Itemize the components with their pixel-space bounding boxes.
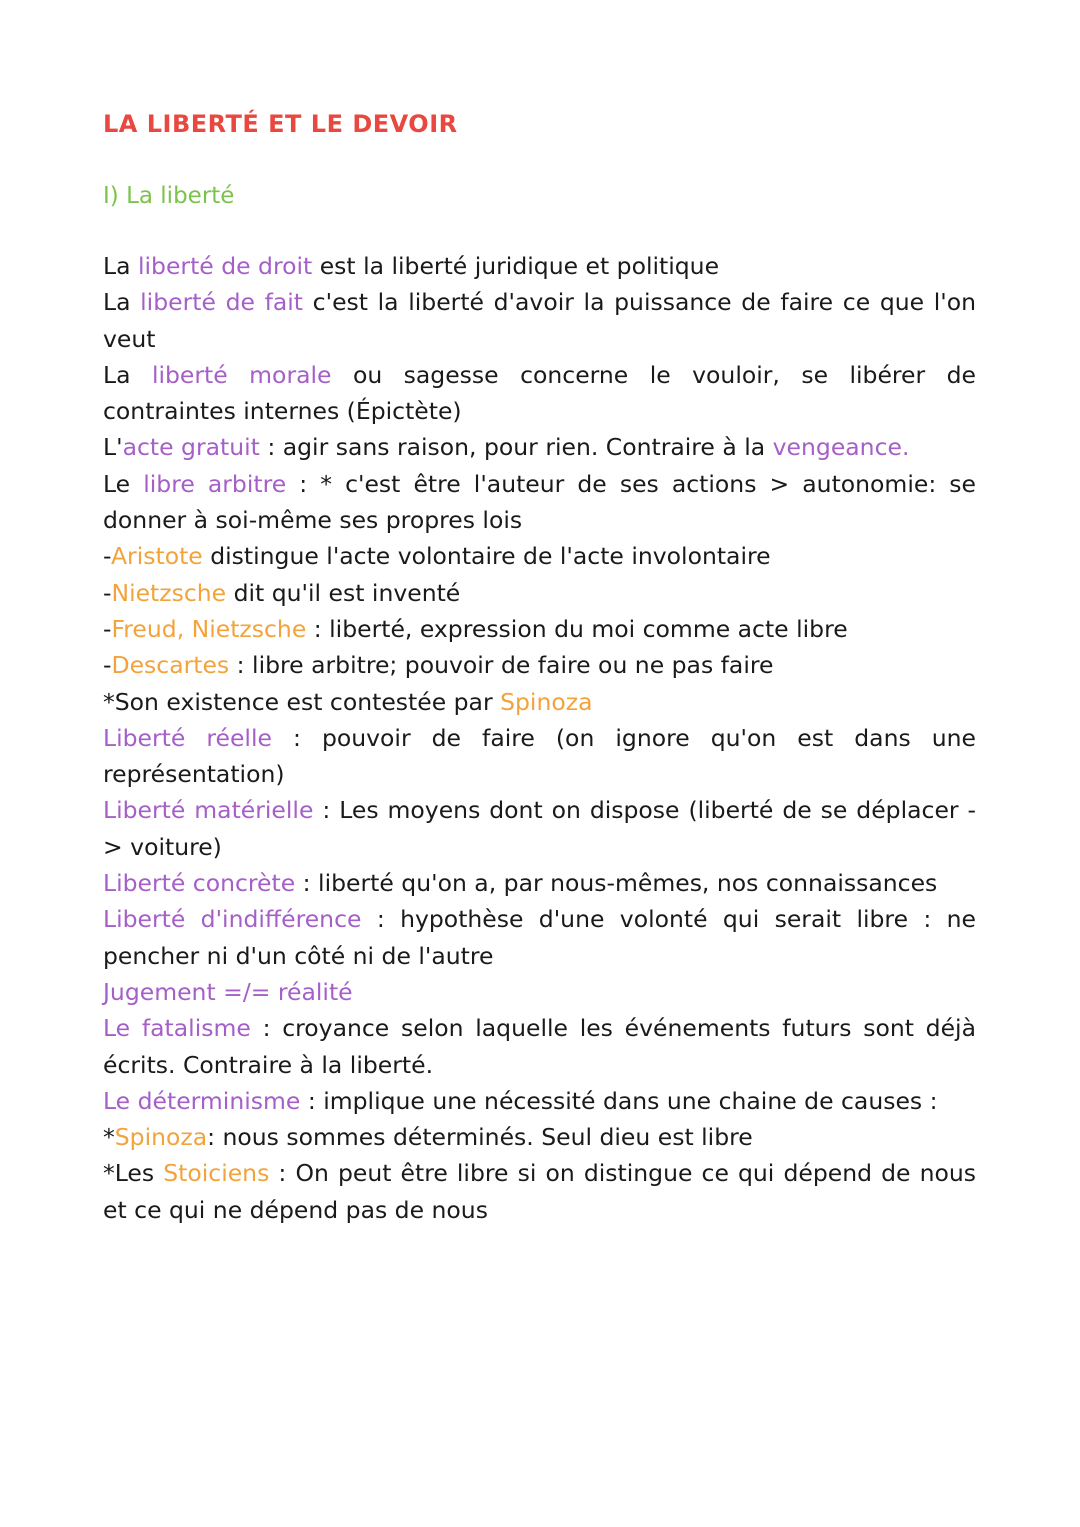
note-text: : liberté qu'on a, par nous-mêmes, nos connaissances	[295, 869, 938, 898]
term-highlight: Le fatalisme	[103, 1014, 251, 1043]
note-text: La	[103, 288, 141, 317]
author-name: Freud, Nietzsche	[111, 614, 307, 643]
note-line	[103, 901, 976, 974]
term-highlight: Liberté concrète	[103, 869, 296, 898]
note-text: : Les moyens dont on dispose (liberté de se déplacer -> voiture)	[103, 796, 976, 861]
note-text: : nous sommes déterminés. Seul dieu est libre	[207, 1123, 753, 1152]
note-line	[103, 357, 976, 430]
note-line	[103, 248, 976, 284]
note-text: c'est la liberté d'avoir la puissance de faire ce que l'on veut	[103, 288, 977, 353]
author-name: Aristote	[110, 542, 203, 571]
note-text: : liberté, expression du moi comme acte libre	[306, 614, 848, 643]
note-line	[103, 684, 976, 720]
note-text: : libre arbitre; pouvoir de faire ou ne pas faire	[229, 651, 774, 680]
term-highlight: liberté de droit	[137, 252, 313, 280]
note-line	[103, 792, 976, 865]
note-line	[103, 974, 976, 1010]
note-text: La	[103, 360, 152, 389]
note-line	[103, 429, 976, 465]
note-page	[103, 104, 976, 1228]
note-text: dit qu'il est inventé	[226, 578, 461, 607]
author-name: Descartes	[111, 651, 230, 680]
note-text: : implique une nécessité dans une chaine de causes :	[300, 1086, 938, 1115]
term-highlight: Liberté matérielle	[103, 796, 314, 825]
term-highlight: Le déterminisme	[103, 1086, 301, 1115]
term-highlight: Jugement =/= réalité	[103, 977, 353, 1006]
author-name: Spinoza	[114, 1123, 208, 1152]
note-text: Le	[103, 469, 144, 498]
note-line	[103, 466, 976, 539]
note-text: : hypothèse d'une volonté qui serait libre : ne pencher ni d'un côté ni de l'autre	[103, 905, 977, 970]
term-highlight: vengeance.	[772, 433, 910, 462]
term-highlight: acte gratuit	[122, 433, 260, 462]
note-text: -	[103, 614, 112, 643]
note-line	[103, 284, 976, 357]
note-text: *Les	[103, 1159, 164, 1188]
notes-body	[103, 248, 976, 1228]
term-highlight: Liberté d'indifférence	[103, 905, 362, 934]
author-name: Stoiciens	[163, 1159, 270, 1188]
term-highlight: liberté de fait	[140, 288, 304, 317]
note-text: *	[103, 1123, 115, 1152]
note-text: : On peut être libre si on distingue ce qui dépend de nous et ce qui ne dépend pas de nous	[103, 1159, 976, 1224]
note-text: *Son existence est contestée par	[103, 687, 501, 716]
note-line	[103, 1119, 976, 1155]
author-name: Spinoza	[500, 687, 593, 716]
page-title: LA LIBERTÉ ET LE DEVOIR	[103, 110, 458, 138]
note-text: : agir sans raison, pour rien. Contraire à la	[259, 433, 773, 462]
note-line	[103, 538, 976, 574]
note-line	[103, 720, 976, 793]
note-text: -	[103, 651, 112, 680]
note-line	[103, 865, 976, 901]
note-line	[103, 1155, 976, 1228]
note-text: est la liberté juridique et politique	[312, 252, 720, 280]
note-text: ou sagesse concerne le vouloir, se libérer de contraintes internes (Épictète)	[103, 360, 976, 426]
note-text: : croyance selon laquelle les événements futurs sont déjà écrits. Contraire à la liberté.	[103, 1014, 976, 1079]
note-line	[103, 575, 976, 611]
note-line	[103, 647, 976, 683]
term-highlight: liberté morale	[151, 360, 332, 389]
note-text: distingue l'acte volontaire de l'acte involontaire	[202, 542, 771, 571]
section-heading: I) La liberté	[103, 183, 235, 209]
note-text: L'	[103, 433, 123, 462]
note-text: -	[103, 578, 112, 607]
term-highlight: Liberté réelle	[103, 723, 272, 752]
note-text: La	[103, 252, 138, 280]
note-line	[103, 611, 976, 647]
term-highlight: libre arbitre	[143, 469, 287, 498]
note-text: : pouvoir de faire (on ignore qu'on est dans une représentation)	[103, 723, 976, 789]
author-name: Nietzsche	[111, 578, 227, 607]
note-line	[103, 1010, 976, 1083]
note-text: : * c'est être l'auteur de ses actions > autonomie: se donner à soi-même ses propres lois	[103, 469, 977, 535]
note-line	[103, 1083, 976, 1119]
note-text: -	[103, 542, 111, 571]
